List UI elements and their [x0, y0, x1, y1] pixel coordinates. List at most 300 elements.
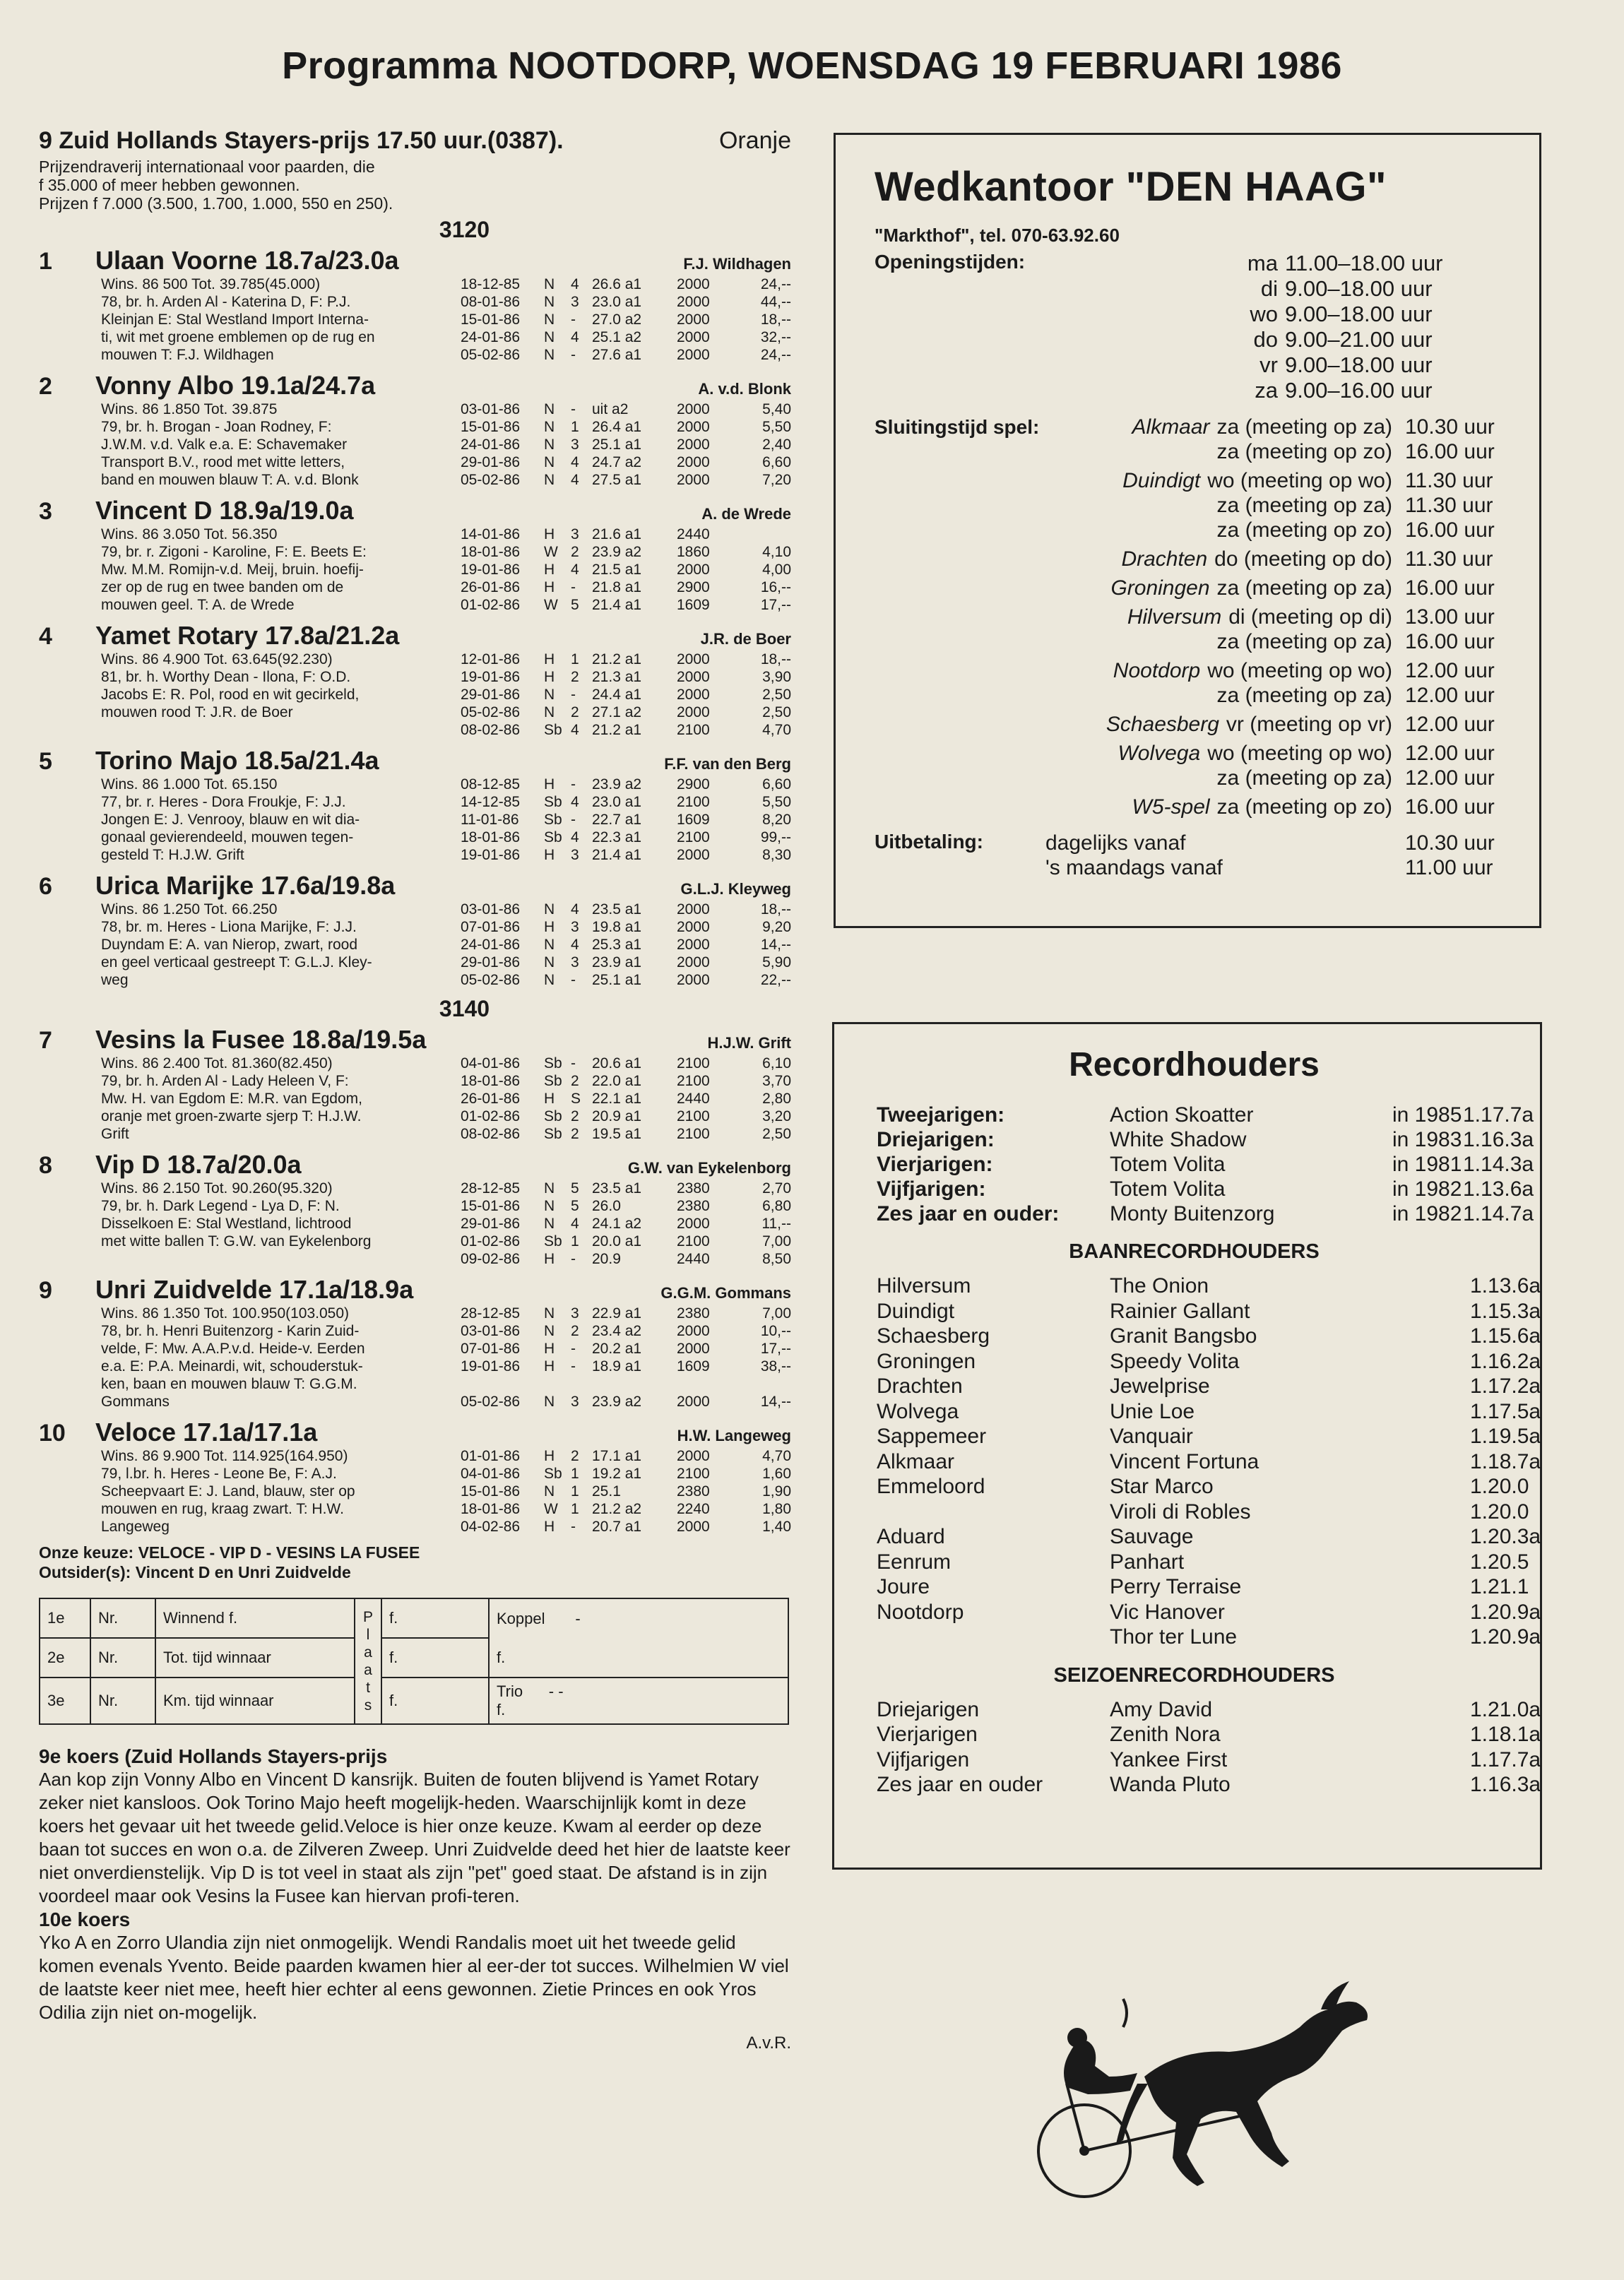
performance-row: [461, 275, 791, 293]
race-time: 21.5 a1: [592, 562, 642, 578]
odds: 32,--: [760, 329, 791, 345]
hours: 11.00–18.00 uur: [1285, 251, 1443, 275]
record-time: 1.13.6a: [1470, 1274, 1541, 1298]
record-horse: Monty Buitenzorg: [1110, 1202, 1275, 1225]
track-name: Joure: [877, 1575, 930, 1598]
distance: 2440: [677, 1091, 710, 1107]
performance-row: [461, 453, 791, 471]
driver-name: J.R. de Boer: [700, 630, 791, 648]
race-date: 03-01-86: [461, 401, 521, 417]
placing: -: [571, 1251, 576, 1267]
record-time: 1.20.0: [1470, 1475, 1529, 1498]
entry-body: [101, 776, 791, 864]
horse-description: [101, 526, 440, 614]
distance: 2000: [677, 276, 710, 292]
odds: 7,00: [762, 1305, 791, 1322]
distance: 2100: [677, 1108, 710, 1124]
entry-body: [101, 1447, 791, 1536]
distance: 2100: [677, 722, 710, 738]
horse-description: [101, 1180, 440, 1268]
race-date: 11-01-86: [461, 812, 519, 828]
record-time: 1.16.2a: [1470, 1349, 1541, 1373]
entry-number: 8: [39, 1152, 52, 1179]
performance-row: [461, 561, 791, 578]
tot-tijd-cell: Tot. tijd winnaar: [155, 1638, 355, 1678]
closing-row: [1106, 468, 1504, 493]
track-code: [544, 1375, 571, 1393]
entry-title: [39, 1025, 426, 1055]
baan-records-title: BAANRECORDHOUDERS: [1069, 1240, 1320, 1263]
entry-5: [39, 746, 791, 864]
performance-list: [461, 1055, 791, 1143]
race-time: 24.4 a1: [592, 687, 642, 703]
track-code: Sb: [544, 1108, 562, 1124]
race-date: 03-01-86: [461, 901, 521, 918]
placing: 5: [571, 1198, 579, 1214]
spacer: [648, 1322, 677, 1340]
entry-title: [39, 371, 375, 400]
horse-name: Veloce 17.1a/17.1a: [95, 1418, 318, 1447]
closing-condition: vr (meeting op vr): [1226, 713, 1392, 736]
race-date: 19-01-86: [461, 1358, 521, 1374]
spacer: [648, 453, 677, 471]
age-record-row: [877, 1177, 1534, 1201]
entry-6: [39, 871, 791, 989]
record-horse: Wanda Pluto: [1110, 1773, 1231, 1796]
entry-number: 2: [39, 373, 52, 400]
entry-header: [39, 1025, 791, 1055]
commentary-heading-9: 9e koers (Zuid Hollands Stayers-prijs: [39, 1745, 388, 1767]
performance-row: [461, 1250, 791, 1268]
track-code: N: [544, 1323, 555, 1339]
description-line: Wins. 86 2.400 Tot. 81.360(82.450): [101, 1055, 333, 1071]
track-code: H: [544, 651, 555, 667]
description-line: Langeweg: [101, 1519, 170, 1535]
race-date: 18-12-85: [461, 276, 521, 292]
race-time: 20.2 a1: [592, 1341, 642, 1357]
performance-row: [461, 1340, 791, 1358]
placing: [571, 1375, 592, 1393]
spacer: [648, 1483, 677, 1500]
race-date: 18-01-86: [461, 544, 521, 560]
race-time: 24.7 a2: [592, 454, 642, 470]
track-code: W: [544, 544, 558, 560]
distance: 2100: [677, 1466, 710, 1482]
distance: 2440: [677, 526, 710, 542]
race-date: 08-12-85: [461, 776, 521, 792]
track-code: H: [544, 919, 555, 935]
race-date: 01-02-86: [461, 597, 521, 613]
baan-records: [877, 1273, 1541, 1650]
condition-line: Prijzen f 7.000 (3.500, 1.700, 1.000, 550 en 250).: [39, 194, 393, 213]
hours: 9.00–18.00 uur: [1285, 276, 1433, 301]
performance-row: [461, 1180, 791, 1197]
entry-number: 1: [39, 248, 52, 275]
entry-title: [39, 1150, 302, 1180]
driver-name: H.W. Langeweg: [677, 1427, 791, 1444]
race-date: 08-02-86: [461, 722, 521, 738]
performance-row: [461, 1500, 791, 1518]
spacer: [648, 901, 677, 918]
performance-list: [461, 1180, 791, 1268]
entry-body: [101, 526, 791, 614]
entry-number: 3: [39, 498, 52, 525]
race-time: 25.1 a2: [592, 329, 642, 345]
entry-body: [101, 651, 791, 739]
closing-condition: za (meeting op zo): [1216, 440, 1392, 463]
odds: 9,20: [762, 919, 791, 935]
driver-name: F.J. Wildhagen: [683, 255, 791, 273]
description-line: ken, baan en mouwen blauw T: G.G.M.: [101, 1376, 357, 1392]
placing: 2: [571, 1108, 579, 1124]
race-date: 04-01-86: [461, 1466, 521, 1482]
spacer: [648, 561, 677, 578]
record-time: 1.13.6a: [1463, 1177, 1534, 1201]
description-line: band en mouwen blauw T: A. v.d. Blonk: [101, 472, 359, 488]
track-code: Sb: [544, 1466, 562, 1482]
description-line: Disselkoen E: Stal Westland, lichtrood: [101, 1216, 352, 1232]
distance: 2000: [677, 669, 710, 685]
baan-record-row: [877, 1424, 1541, 1449]
placing: 4: [571, 829, 579, 845]
age-category: Vierjarigen:: [877, 1153, 993, 1176]
performance-row: [461, 954, 791, 971]
race-time: 23.0 a1: [592, 294, 642, 310]
spacer: [648, 1518, 677, 1536]
payout-row: [1045, 831, 1504, 855]
track-code: W: [544, 1501, 558, 1517]
distance: 2000: [677, 651, 710, 667]
race-time: 20.0 a1: [592, 1233, 642, 1249]
odds: 16,--: [760, 579, 791, 595]
placing: 1: [571, 651, 579, 667]
race-date: 15-01-86: [461, 419, 521, 435]
record-horse: The Onion: [1110, 1274, 1209, 1298]
spacer: [648, 275, 677, 293]
race-date: 04-01-86: [461, 1055, 521, 1071]
race-date: 29-01-86: [461, 1216, 521, 1232]
track-name: [877, 1625, 1110, 1650]
race-date: 09-02-86: [461, 1251, 521, 1267]
placing: 4: [571, 472, 579, 488]
placing: 3: [571, 1394, 579, 1410]
distance: 2000: [677, 687, 710, 703]
performance-row: [461, 1072, 791, 1090]
hours: 9.00–18.00 uur: [1285, 352, 1433, 377]
closing-row: [1106, 493, 1504, 518]
track-name: Drachten: [877, 1374, 963, 1398]
performance-row: [461, 1447, 791, 1465]
odds: 24,--: [760, 347, 791, 363]
odds: 4,10: [762, 544, 791, 560]
closing-condition: za (meeting op za): [1216, 415, 1392, 439]
spacer: [648, 1215, 677, 1233]
horse-description: [101, 1305, 440, 1411]
odds: 3,20: [762, 1108, 791, 1124]
race-date: 18-01-86: [461, 1073, 521, 1089]
description-line: gonaal gevierendeeld, mouwen tegen-: [101, 829, 354, 845]
race-date: 24-01-86: [461, 937, 521, 953]
race-time: 22.0 a1: [592, 1073, 642, 1089]
distance: 2000: [677, 1519, 710, 1535]
closing-location: Drachten: [1121, 547, 1208, 571]
odds: 11,--: [761, 1216, 791, 1232]
record-time: 1.16.3a: [1463, 1128, 1534, 1151]
driver-name: H.J.W. Grift: [707, 1034, 791, 1052]
distance: 2440: [677, 1251, 710, 1267]
baan-record-row: [877, 1399, 1541, 1425]
performance-row: [461, 721, 791, 739]
day: do: [1253, 327, 1278, 352]
driver-name: G.L.J. Kleyweg: [680, 880, 791, 898]
record-time: 1.18.1a: [1470, 1723, 1541, 1746]
race-time: 27.5 a1: [592, 472, 642, 488]
distance: 2100: [677, 829, 710, 845]
age-record-row: [877, 1127, 1534, 1152]
description-line: mouwen T: F.J. Wildhagen: [101, 347, 274, 363]
odds: 1,90: [762, 1483, 791, 1500]
age-record-row: [877, 1201, 1534, 1226]
horse-name: Urica Marijke 17.6a/19.8a: [95, 871, 396, 900]
performance-row: [461, 686, 791, 703]
seizoen-record-row: [877, 1772, 1541, 1798]
odds: 22,--: [760, 972, 791, 988]
odds: 1,80: [762, 1501, 791, 1517]
horse-description: [101, 275, 440, 364]
spacer: [648, 651, 677, 668]
description-line: J.W.M. v.d. Valk e.a. E: Schavemaker: [101, 437, 348, 453]
race-date: 28-12-85: [461, 1180, 521, 1197]
distance: 2000: [677, 401, 710, 417]
description-line: zer op de rug en twee banden om de: [101, 579, 344, 595]
track-code: N: [544, 347, 555, 363]
race-date: 04-02-86: [461, 1519, 521, 1535]
placing: -: [571, 1519, 576, 1535]
closing-time: 16.00 uur: [1405, 440, 1495, 463]
track-code: H: [544, 1519, 555, 1535]
distance: [677, 1375, 728, 1393]
race-time: 25.3 a1: [592, 937, 642, 953]
entry-9: [39, 1275, 791, 1411]
record-time: 1.20.0: [1470, 1500, 1529, 1524]
description-line: 81, br. h. Worthy Dean - Ilona, F: O.D.: [101, 669, 351, 685]
race-date: 19-01-86: [461, 562, 521, 578]
age-category: Vierjarigen: [877, 1723, 978, 1746]
performance-row: [461, 668, 791, 686]
placing: S: [571, 1091, 581, 1107]
track-code: N: [544, 901, 555, 918]
odds: 1,60: [762, 1466, 791, 1482]
entry-10: [39, 1418, 791, 1536]
performance-row: [461, 526, 791, 543]
odds: 8,30: [762, 847, 791, 863]
closing-condition: za (meeting op zo): [1216, 795, 1392, 819]
placing: 4: [571, 1216, 579, 1232]
closing-row: [1106, 415, 1504, 439]
spacer: [648, 1250, 677, 1268]
spacer: [648, 293, 677, 311]
placing: -: [571, 812, 576, 828]
race-time: 21.2 a1: [592, 651, 642, 667]
performance-row: [461, 1393, 791, 1411]
race-date: 18-01-86: [461, 829, 521, 845]
winnend-cell: Winnend f.: [155, 1598, 355, 1638]
description-line: 77, br. r. Heres - Dora Froukje, F: J.J.: [101, 794, 346, 810]
race-time: 21.8 a1: [592, 579, 642, 595]
closing-condition: za (meeting op za): [1216, 630, 1392, 653]
closing-time: 12.00 uur: [1405, 766, 1495, 790]
description-line: Jacobs E: R. Pol, rood en wit gecirkeld,: [101, 687, 360, 703]
placing: 2: [571, 1126, 579, 1142]
closing-condition: za (meeting op zo): [1216, 518, 1392, 542]
performance-row: [461, 1197, 791, 1215]
day: di: [1260, 276, 1278, 301]
description-line: met witte ballen T: G.W. van Eykelenborg: [101, 1233, 372, 1249]
race-time: 24.1 a2: [592, 1216, 642, 1232]
age-category: Vijfjarigen:: [877, 1177, 986, 1201]
track-code: N: [544, 704, 555, 720]
record-horse: Vic Hanover: [1110, 1600, 1225, 1624]
performance-row: [461, 400, 791, 418]
track-code: N: [544, 311, 555, 328]
race-date: 18-01-86: [461, 1501, 521, 1517]
payout-row: [1045, 855, 1504, 880]
track-code: N: [544, 1216, 555, 1232]
placing: 2: [571, 704, 579, 720]
hours-row: [1214, 276, 1504, 302]
distance: 2380: [677, 1305, 710, 1322]
spacer: [648, 936, 677, 954]
placing: -: [571, 401, 576, 417]
age-record-row: [877, 1152, 1534, 1177]
performance-row: [461, 918, 791, 936]
placing: -: [571, 1055, 576, 1071]
record-year: in 1981: [1392, 1153, 1462, 1176]
odds: 4,00: [762, 562, 791, 578]
entry-header: [39, 371, 791, 400]
spacer: [648, 436, 677, 453]
distance: 2000: [677, 329, 710, 345]
placing: 4: [571, 329, 579, 345]
age-category: Vijfjarigen: [877, 1747, 970, 1771]
odds: [728, 526, 791, 543]
entry-header: [39, 1275, 791, 1305]
entry-header: [39, 1418, 791, 1447]
horse-name: Vincent D 18.9a/19.0a: [95, 496, 354, 525]
placing: 5: [571, 1180, 579, 1197]
race-time: 21.2 a1: [592, 722, 642, 738]
placing: 3: [571, 954, 579, 970]
track-code: N: [544, 294, 555, 310]
distance: 2000: [677, 419, 710, 435]
odds: 2,70: [762, 1180, 791, 1197]
closing-time: 16.00 uur: [1405, 795, 1495, 819]
horse-name: Vonny Albo 19.1a/24.7a: [95, 371, 376, 400]
race-date: 24-01-86: [461, 437, 521, 453]
description-line: Mw. H. van Egdom E: M.R. van Egdom,: [101, 1091, 362, 1107]
horse-description: [101, 776, 440, 864]
track-code: H: [544, 1358, 555, 1374]
placing: 3: [571, 526, 579, 542]
description-line: Transport B.V., rood met witte letters,: [101, 454, 345, 470]
race-date: 05-02-86: [461, 704, 521, 720]
odds: 14,--: [760, 1394, 791, 1410]
odds: 2,40: [762, 437, 791, 453]
hours-row: [1214, 352, 1504, 378]
hours-row: [1214, 378, 1504, 403]
race-conditions: [39, 158, 791, 213]
spacer: [648, 578, 677, 596]
closing-location: Wolvega: [1118, 742, 1201, 765]
place-cell: 2e: [40, 1638, 90, 1678]
distance: 2000: [677, 311, 710, 328]
race-date: 26-01-86: [461, 1091, 521, 1107]
race-date: 05-02-86: [461, 1394, 521, 1410]
track-code: H: [544, 847, 555, 863]
age-record-row: [877, 1103, 1534, 1127]
placing: 1: [571, 1501, 579, 1517]
record-time: 1.20.9a: [1470, 1625, 1541, 1649]
entry-header: [39, 621, 791, 651]
nr-cell: Nr.: [90, 1678, 155, 1724]
entry-header: [39, 746, 791, 776]
record-horse: Jewelprise: [1110, 1374, 1210, 1398]
description-line: weg: [101, 972, 129, 988]
odds: 18,--: [760, 311, 791, 328]
wedkantoor-box: [834, 133, 1541, 928]
entry-header: [39, 871, 791, 901]
record-time: 1.17.5a: [1470, 1399, 1541, 1423]
track-name: Hilversum: [877, 1274, 971, 1298]
spacer: [648, 526, 677, 543]
entry-title: [39, 1275, 413, 1305]
performance-row: [461, 846, 791, 864]
nr-cell: Nr.: [90, 1638, 155, 1678]
performance-row: [461, 811, 791, 829]
record-horse: Action Skoatter: [1110, 1103, 1254, 1127]
closing-row: [1106, 683, 1504, 708]
odds: 18,--: [760, 651, 791, 667]
placing: 2: [571, 669, 579, 685]
performance-row: [461, 1215, 791, 1233]
closing-time: 11.30 uur: [1405, 494, 1493, 517]
track-name: Wolvega: [877, 1399, 959, 1423]
record-horse: Viroli di Robles: [1110, 1500, 1251, 1524]
koppel-f-cell: f.: [489, 1638, 788, 1678]
f-cell: f.: [381, 1638, 489, 1678]
performance-row: [461, 418, 791, 436]
closing-location: Schaesberg: [1106, 713, 1219, 736]
payout-day: dagelijks vanaf: [1045, 831, 1186, 855]
distance: 1860: [677, 544, 710, 560]
distance: 2100: [677, 1233, 710, 1249]
distance: 2100: [677, 1073, 710, 1089]
closing-time: 16.00 uur: [1405, 576, 1495, 600]
entry-body: [101, 901, 791, 989]
placing: 4: [571, 454, 579, 470]
record-horse: Speedy Volita: [1110, 1349, 1240, 1373]
description-line: Duyndam E: A. van Nierop, zwart, rood: [101, 937, 357, 953]
track-code: Sb: [544, 1126, 562, 1142]
driver-name: G.G.M. Gommans: [660, 1284, 791, 1302]
spacer: [648, 971, 677, 989]
race-time: 17.1 a1: [592, 1448, 642, 1464]
race-program-column: [39, 127, 791, 2055]
placing: -: [571, 1341, 576, 1357]
spacer: [648, 829, 677, 846]
record-horse: Yankee First: [1110, 1747, 1228, 1771]
distance: 2000: [677, 347, 710, 363]
